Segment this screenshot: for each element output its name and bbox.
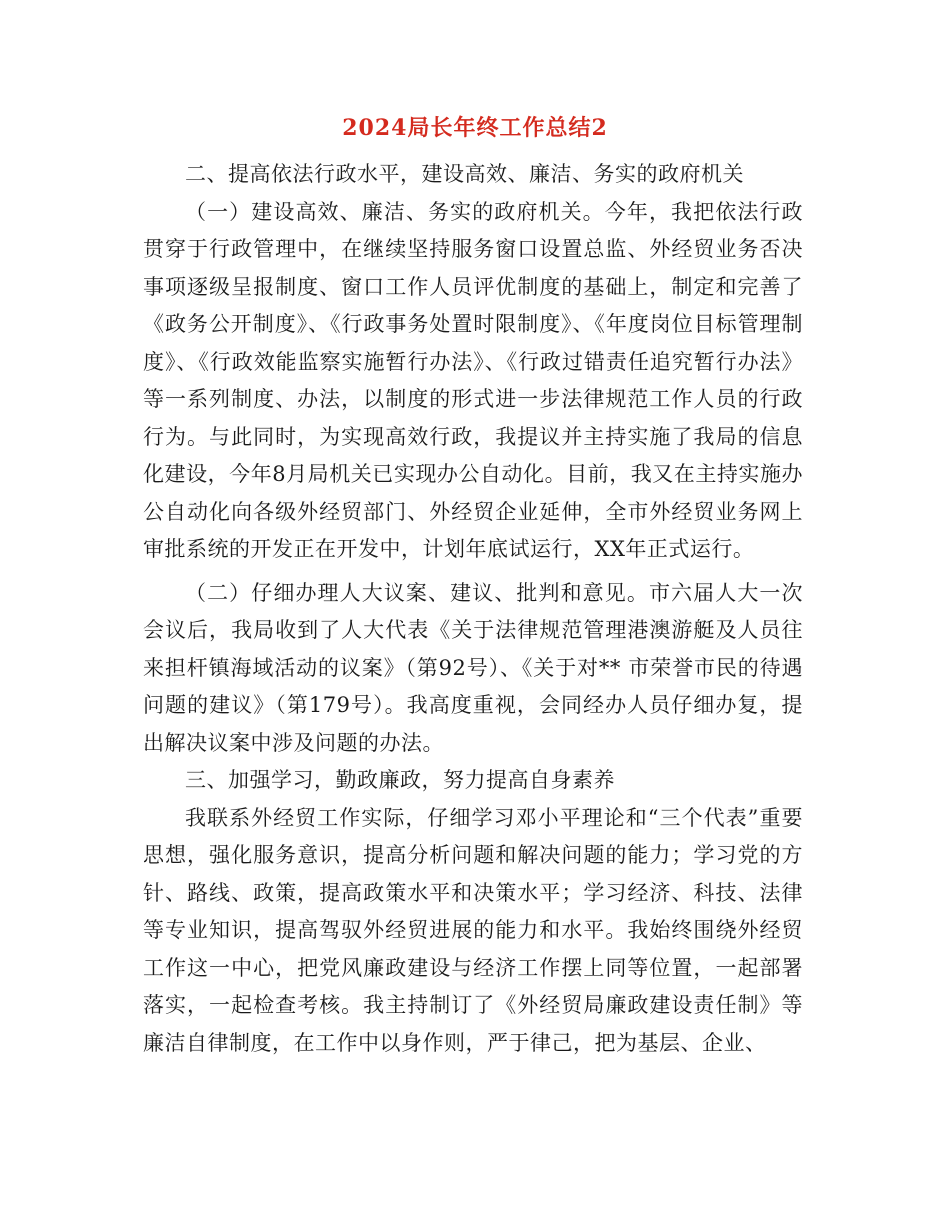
paragraph-study-integrity: 我联系外经贸工作实际，仔细学习邓小平理论和“三个代表”重要思想，强化服务意识，提高分析问题和解决问题的能力；学习党的方针、路线、政策，提高政策水平和决策水平；学习经济、科技、法律等专业知识，提高驾驭外经贸进展的能力和水平。我始终围绕外经贸工作这一中心，把党风廉政建设与经济工作摆上同等位置，一起部署落实，一起检查考核。我主持制订了《外经贸局廉政建设责任制》等廉洁自律制度，在工作中以身作则，严于律己，把为基层、企业、 bbox=[143, 805, 803, 1055]
document-title: 2024局长年终工作总结2 bbox=[342, 115, 608, 141]
document-body bbox=[143, 156, 803, 1062]
section-heading-2: 二、提高依法行政水平，建设高效、廉洁、务实的政府机关 bbox=[185, 162, 744, 186]
section-heading-3: 三、加强学习，勤政廉政，努力提高自身素养 bbox=[185, 768, 615, 792]
paragraph-efficient-government: （一）建设高效、廉洁、务实的政府机关。今年，我把依法行政贯穿于行政管理中，在继续坚持服务窗口设置总监、外经贸业务否决事项逐级呈报制度、窗口工作人员评优制度的基础上，制定和完善了《政务公开制度》、《行政事务处置时限制度》、《年度岗位目标管理制度》、《行政效能监察实施暂行办法》、《行政过错责任追究暂行办法》等一系列制度、办法，以制度的形式进一步法律规范工作人员的行政行为。与此同时，为实现高效行政，我提议并主持实施了我局的信息化建设，今年8月局机关已实现办公自动化。目前，我又在主持实施办公自动化向各级外经贸部门、外经贸企业延伸，全市外经贸业务网上审批系统的开发正在开发中，计划年底试运行，XX年正式运行。 bbox=[143, 199, 803, 561]
paragraph-npc-proposals: （二）仔细办理人大议案、建议、批判和意见。市六届人大一次会议后，我局收到了人大代表《关于法律规范管理港澳游艇及人员往来担杆镇海域活动的议案》（第92号）、《关于对** 市荣誉市民的待遇问题的建议》（第179号）。我高度重视，会同经办人员仔细办复，提出解决议案中涉及问题的办法。 bbox=[143, 580, 803, 755]
